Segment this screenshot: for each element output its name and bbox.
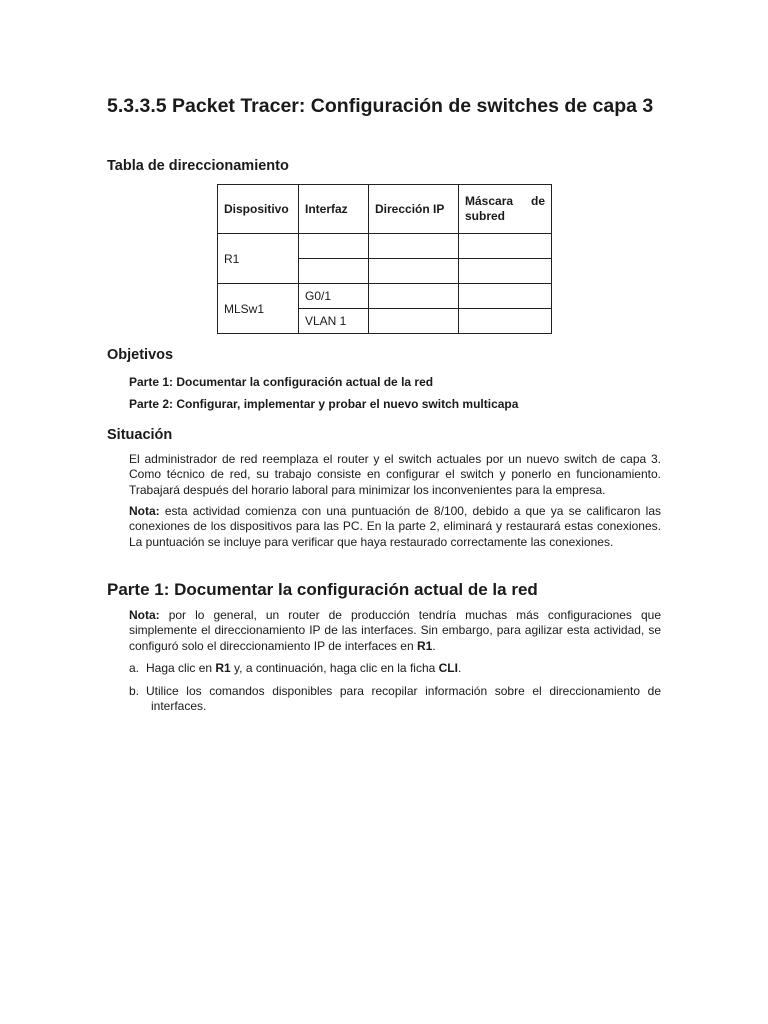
- step-text: Haga clic en: [146, 661, 216, 675]
- step-text: Utilice los comandos disponibles para recopilar información sobre el direccionamiento de: [146, 684, 661, 698]
- table-row: [218, 234, 552, 259]
- step-b: [129, 684, 661, 715]
- cell-empty: [459, 309, 552, 334]
- cell-empty: [369, 259, 459, 284]
- header-mask: [459, 185, 552, 234]
- part1-heading: Parte 1: Documentar la configuración actual de la red: [107, 580, 538, 599]
- cell-empty: [459, 259, 552, 284]
- note-bold-r1: R1: [416, 638, 433, 653]
- cell-empty: [299, 234, 369, 259]
- step-text: .: [457, 661, 462, 675]
- cell-device-r1: R1: [218, 234, 299, 284]
- step-a: [129, 661, 661, 676]
- table-row: [218, 284, 552, 309]
- note-label: Nota:: [129, 504, 160, 518]
- cell-interface-vlan1: VLAN 1: [299, 309, 369, 334]
- cell-interface-g01: G0/1: [299, 284, 369, 309]
- objective-part1: Parte 1: Documentar la configuración actual de la red: [129, 375, 434, 389]
- step-b-line1: [129, 684, 661, 699]
- table-header-row: [218, 185, 552, 234]
- part1-note: [129, 608, 661, 654]
- cell-empty: [299, 259, 369, 284]
- header-interface: Interfaz: [299, 185, 369, 234]
- step-b-line2: interfaces.: [151, 699, 207, 714]
- objectives-heading: Objetivos: [107, 347, 174, 363]
- situation-note: [129, 504, 661, 550]
- note-body: esta actividad comienza con una puntuación de 8/100, debido a que ya se calificaron las conexiones de los dispositivos para las PC. En la parte 2, eliminará y restaurará estas conexiones. La puntuación se incluye para verificar que haya restaurado correctamente las conexiones.: [129, 504, 661, 549]
- cell-empty: [369, 284, 459, 309]
- note-label: Nota:: [129, 608, 160, 622]
- step-bold-r1: R1: [215, 661, 231, 675]
- page-title: 5.3.3.5 Packet Tracer: Configuración de switches de capa 3: [107, 95, 654, 117]
- cell-empty: [369, 234, 459, 259]
- header-mask-word2: de: [530, 194, 545, 208]
- cell-empty: [459, 234, 552, 259]
- cell-empty: [459, 284, 552, 309]
- header-device: Dispositivo: [218, 185, 299, 234]
- note-body: por lo general, un router de producción tendría muchas más configuraciones que simplemente el direccionamiento IP de las interfaces. Sin embargo, para agilizar esta actividad, se configuró solo el direccionamiento IP de interfaces en: [129, 608, 661, 653]
- addressing-table: [217, 184, 552, 334]
- note-end: .: [432, 638, 436, 653]
- step-bold-cli: CLI: [438, 661, 458, 675]
- step-letter: a.: [129, 661, 140, 675]
- cell-empty: [369, 309, 459, 334]
- step-letter: b.: [129, 684, 140, 698]
- cell-device-mlsw1: MLSw1: [218, 284, 299, 334]
- header-mask-word1: Máscara: [465, 194, 514, 208]
- situation-body: El administrador de red reemplaza el router y el switch actuales por un nuevo switch de capa 3. Como técnico de red, su trabajo consiste en configurar el switch y ponerlo en funcionamiento. Trabajará después del horario laboral para minimizar los inconvenientes para la empresa.: [129, 452, 661, 497]
- situation-heading: Situación: [107, 427, 173, 443]
- addressing-table-heading: Tabla de direccionamiento: [107, 158, 289, 174]
- header-mask-word3: subred: [465, 209, 506, 223]
- header-ip: Dirección IP: [369, 185, 459, 234]
- step-text: y, a continuación, haga clic en la ficha: [230, 661, 439, 675]
- objective-part2: Parte 2: Configurar, implementar y probar el nuevo switch multicapa: [129, 397, 519, 411]
